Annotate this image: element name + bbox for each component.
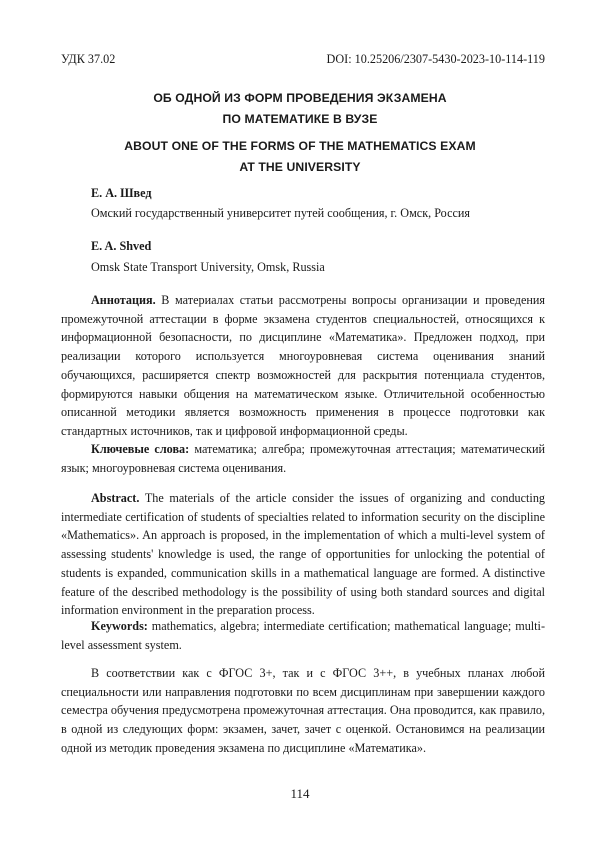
abstract-en: [61, 489, 545, 620]
author-affiliation-en: Omsk State Transport University, Omsk, Russia: [91, 260, 325, 274]
title-ru-line1: ОБ ОДНОЙ ИЗ ФОРМ ПРОВЕДЕНИЯ ЭКЗАМЕНА: [153, 91, 447, 105]
abstract-ru-label: Аннотация.: [91, 293, 156, 307]
title-en-line2: AT THE UNIVERSITY: [239, 160, 361, 174]
keywords-en-label: Keywords:: [91, 619, 148, 633]
udc-code: УДК 37.02: [61, 52, 116, 66]
doi: DOI: 10.25206/2307-5430-2023-10-114-119: [326, 52, 545, 66]
keywords-ru-label: Ключевые слова:: [91, 442, 190, 456]
abstract-ru: [61, 291, 545, 441]
abstract-en-text: The materials of the article consider the issues of organizing and conducting intermediate certification of students of specialties related to information security on the discipline «Mathematics». An approach is proposed, in the implementation of which a multi-level system of assessing students' knowledge is used, the range of opportunities for unlocking the potential of students is expanded, communication skills in a mathematical language are formed. A distinctive feature of the described methodology is the possibility of using both standard sources and digital information environment in the preparation process.: [61, 491, 546, 618]
abstract-en-label: Abstract.: [91, 491, 140, 505]
abstract-ru-text: В материалах статьи рассмотрены вопросы организации и проведения промежуточной аттестации в форме экзамена студентов специальностей, относящихся к информационной безопасности, по дисциплине «Математика». Предложен подход, при реализации которого используется многоуровневая система оценивания знаний обучающихся, расширяется спектр возможностей для раскрытия потенциала студентов, формируются навыки общения на математическом языке. Отличительной особенностью описанной методики является возможность применения в процессе подготовки как стандартных источников, так и цифровой информационной среды.: [61, 293, 546, 438]
keywords-ru: [61, 440, 545, 477]
page-number: 114: [290, 786, 310, 801]
keywords-ru-text: математика; алгебра; промежуточная аттестация; математический язык; многоуровневая система оценивания.: [61, 442, 545, 475]
title-en-line1: ABOUT ONE OF THE FORMS OF THE MATHEMATICS EXAM: [124, 139, 476, 153]
title-ru: [60, 88, 540, 130]
body-paragraph: В соответствии как с ФГОС 3+, так и с ФГОС 3++, в учебных планах любой специальности или направления подготовки по всем дисциплинам при завершении каждого семестра обучения предусмотрена промежуточная аттестация. Она проводится, как правило, в одной из следующих форм: экзамен, зачет, зачет с оценкой. Остановимся на реализации одной из методик проведения экзамена по дисциплине «Математика».: [61, 666, 545, 755]
keywords-en: [61, 617, 545, 654]
author-affiliation-ru: Омский государственный университет путей сообщения, г. Омск, Россия: [91, 206, 471, 220]
title-ru-line2: ПО МАТЕМАТИКЕ В ВУЗЕ: [222, 112, 378, 126]
author-name-ru: Е. А. Швед: [91, 186, 152, 200]
title-en: [60, 136, 540, 178]
author-name-en: E. A. Shved: [91, 239, 152, 253]
keywords-en-text: mathematics, algebra; intermediate certification; mathematical language; multi-level assessment system.: [61, 619, 546, 652]
